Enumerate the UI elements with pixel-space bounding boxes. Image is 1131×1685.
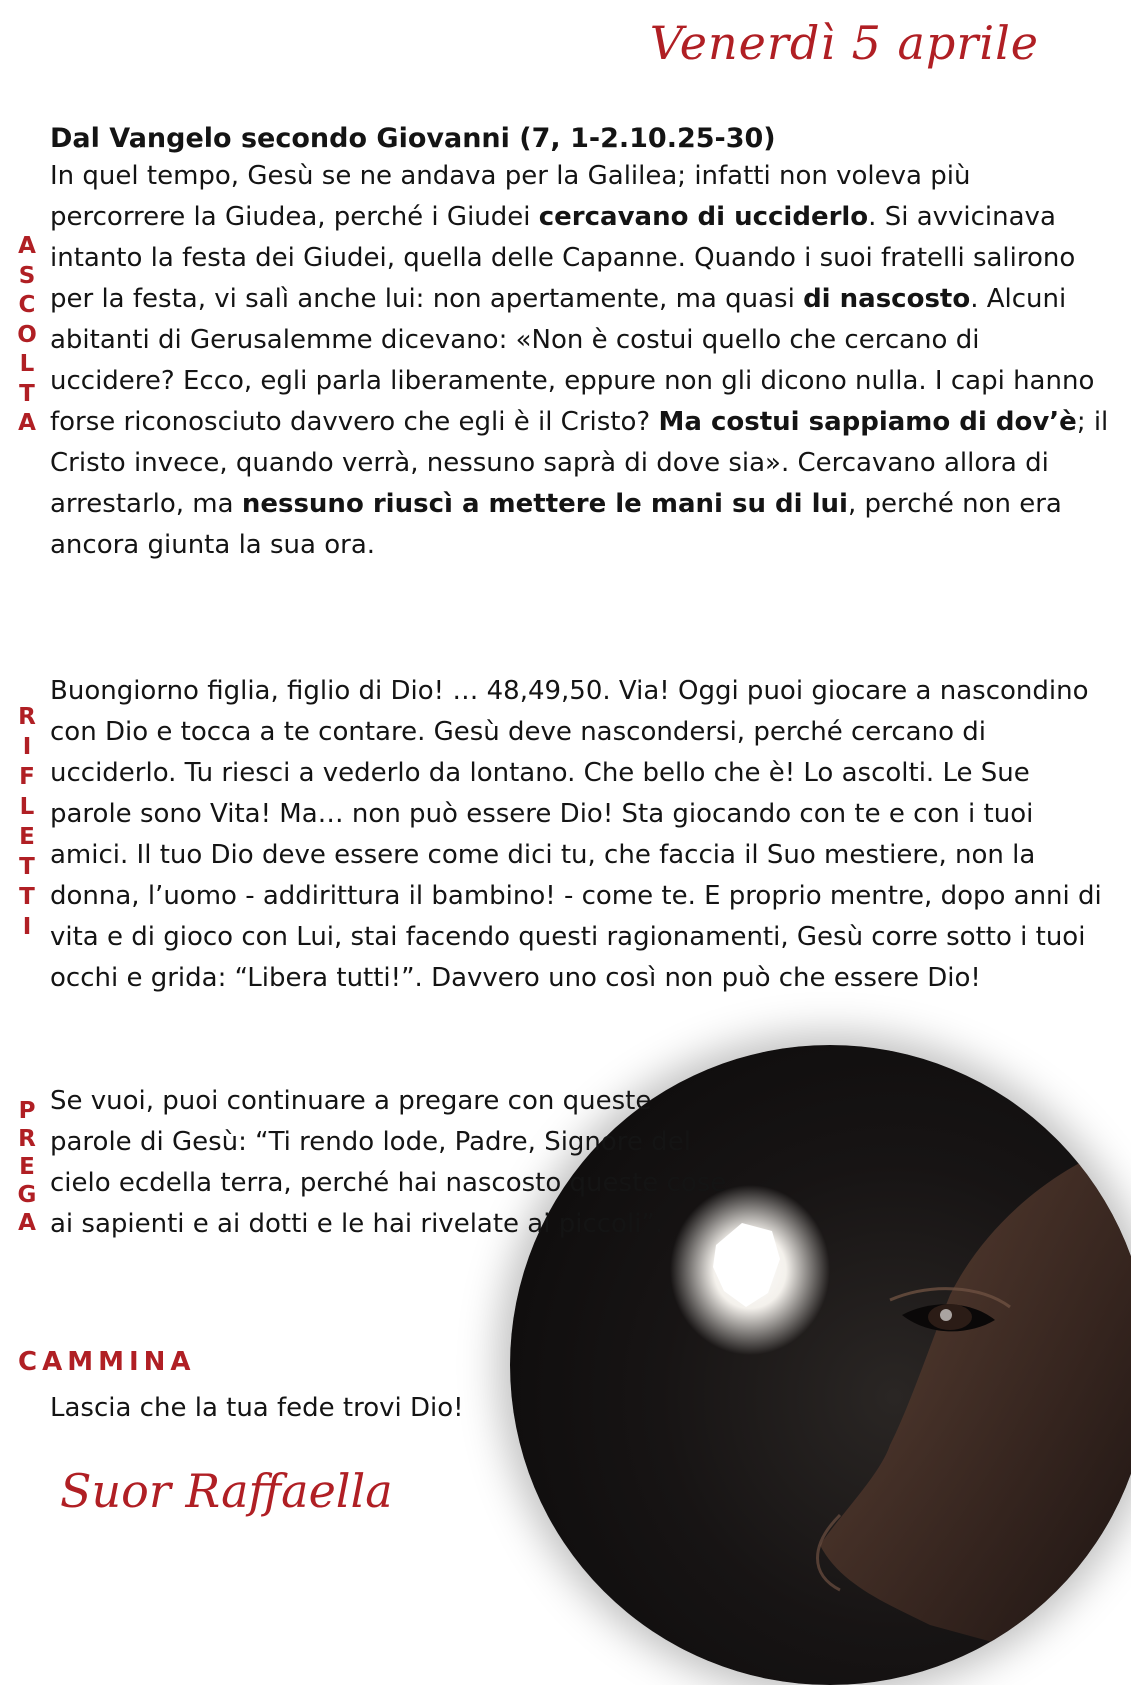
gospel-bold-text: nessuno riuscì a mettere le mani su di lui xyxy=(241,489,848,519)
rifletti-letter: T xyxy=(19,884,35,910)
rifletti-letter: I xyxy=(22,734,32,760)
ascolta-letter: A xyxy=(18,233,36,259)
rifletti-vertical-label xyxy=(14,702,40,942)
cammina-label: CAMMINA xyxy=(18,1347,196,1377)
rifletti-letter: L xyxy=(19,794,35,820)
ascolta-letter: T xyxy=(19,380,35,407)
gospel-passage xyxy=(50,156,1110,566)
prega-letter: R xyxy=(18,1126,36,1152)
rifletti-letter: E xyxy=(19,824,35,850)
ascolta-letter: S xyxy=(18,262,36,289)
gospel-bold-text: Ma costui sappiamo di dov’è xyxy=(658,407,1077,437)
rifletti-letter: I xyxy=(22,914,32,940)
ascolta-letter: O xyxy=(17,321,37,348)
gospel-text: . Si avvicinava intanto la festa dei Giudei, quella delle Capanne. Quando i suoi fratelli salirono per la festa, vi salì anche lui: non apertamente, ma quasi xyxy=(50,202,1076,314)
rifletti-letter: F xyxy=(19,764,35,790)
signature: Suor Raffaella xyxy=(60,1464,393,1518)
gospel-text: . Alcuni abitanti di Gerusalemme dicevano: «Non è costui quello che cercano di uccidere? Ecco, egli parla liberamente, eppure non gli dicono nulla. I capi hanno forse riconosciuto davvero che egli è il Cristo? xyxy=(50,284,1095,437)
ascolta-letter: A xyxy=(18,410,36,436)
gospel-bold-text: cercavano di ucciderlo xyxy=(538,202,869,232)
reflection-text: Buongiorno figlia, figlio di Dio! … 48,49,50. Via! Oggi puoi giocare a nascondino con Dio e tocca a te contare. Gesù deve nascondersi, perché cercano di ucciderlo. Tu riesci a vederlo da lontano. Che bello che è! Lo ascolti. Le Sue parole sono Vita! Ma… non può essere Dio! Sta giocando con te e con i tuoi amici. Il tuo Dio deve essere come dici tu, che faccia il Suo mestiere, non la donna, l’uomo - addirittura il bambino! - come te. E proprio mentre, dopo anni di vita e di gioco con Lui, stai facendo questi ragionamenti, Gesù corre sotto i tuoi occhi e grida: “Libera tutti!”. Davvero uno così non può che essere Dio! xyxy=(50,676,1102,993)
gospel-title: Dal Vangelo secondo Giovanni (7, 1-2.10.25-30) xyxy=(50,123,776,154)
gospel-text: , perché non era ancora giunta la sua ora. xyxy=(50,489,1062,560)
date-heading: Venerdì 5 aprile xyxy=(649,16,1039,70)
ascolta-vertical-label xyxy=(14,232,40,439)
prega-letter: A xyxy=(18,1210,36,1236)
prega-letter: G xyxy=(17,1182,37,1208)
gospel-text: In quel tempo, Gesù se ne andava per la Galilea; infatti non voleva più percorrere la Giudea, perché i Giudei xyxy=(50,161,971,232)
prega-letter: P xyxy=(18,1098,36,1124)
rifletti-letter: R xyxy=(18,704,36,730)
walk-text: Lascia che la tua fede trovi Dio! xyxy=(50,1393,464,1423)
gospel-text: ; il Cristo invece, quando verrà, nessuno saprà di dove sia». Cercavano allora di arrestarlo, ma xyxy=(50,407,1109,519)
gospel-bold-text: di nascosto xyxy=(803,284,971,314)
ascolta-letter: L xyxy=(19,351,35,377)
prega-vertical-label xyxy=(14,1097,40,1237)
prayer-text: Se vuoi, puoi continuare a pregare con queste parole di Gesù: “Ti rendo lode, Padre, Signore del cielo ecdella terra, perché hai nascosto queste cose ai sapienti e ai dotti e le hai rivelate ai piccoli”. xyxy=(50,1086,727,1239)
ascolta-letter: C xyxy=(18,292,36,318)
prega-letter: E xyxy=(19,1154,35,1180)
rifletti-letter: T xyxy=(19,854,35,880)
